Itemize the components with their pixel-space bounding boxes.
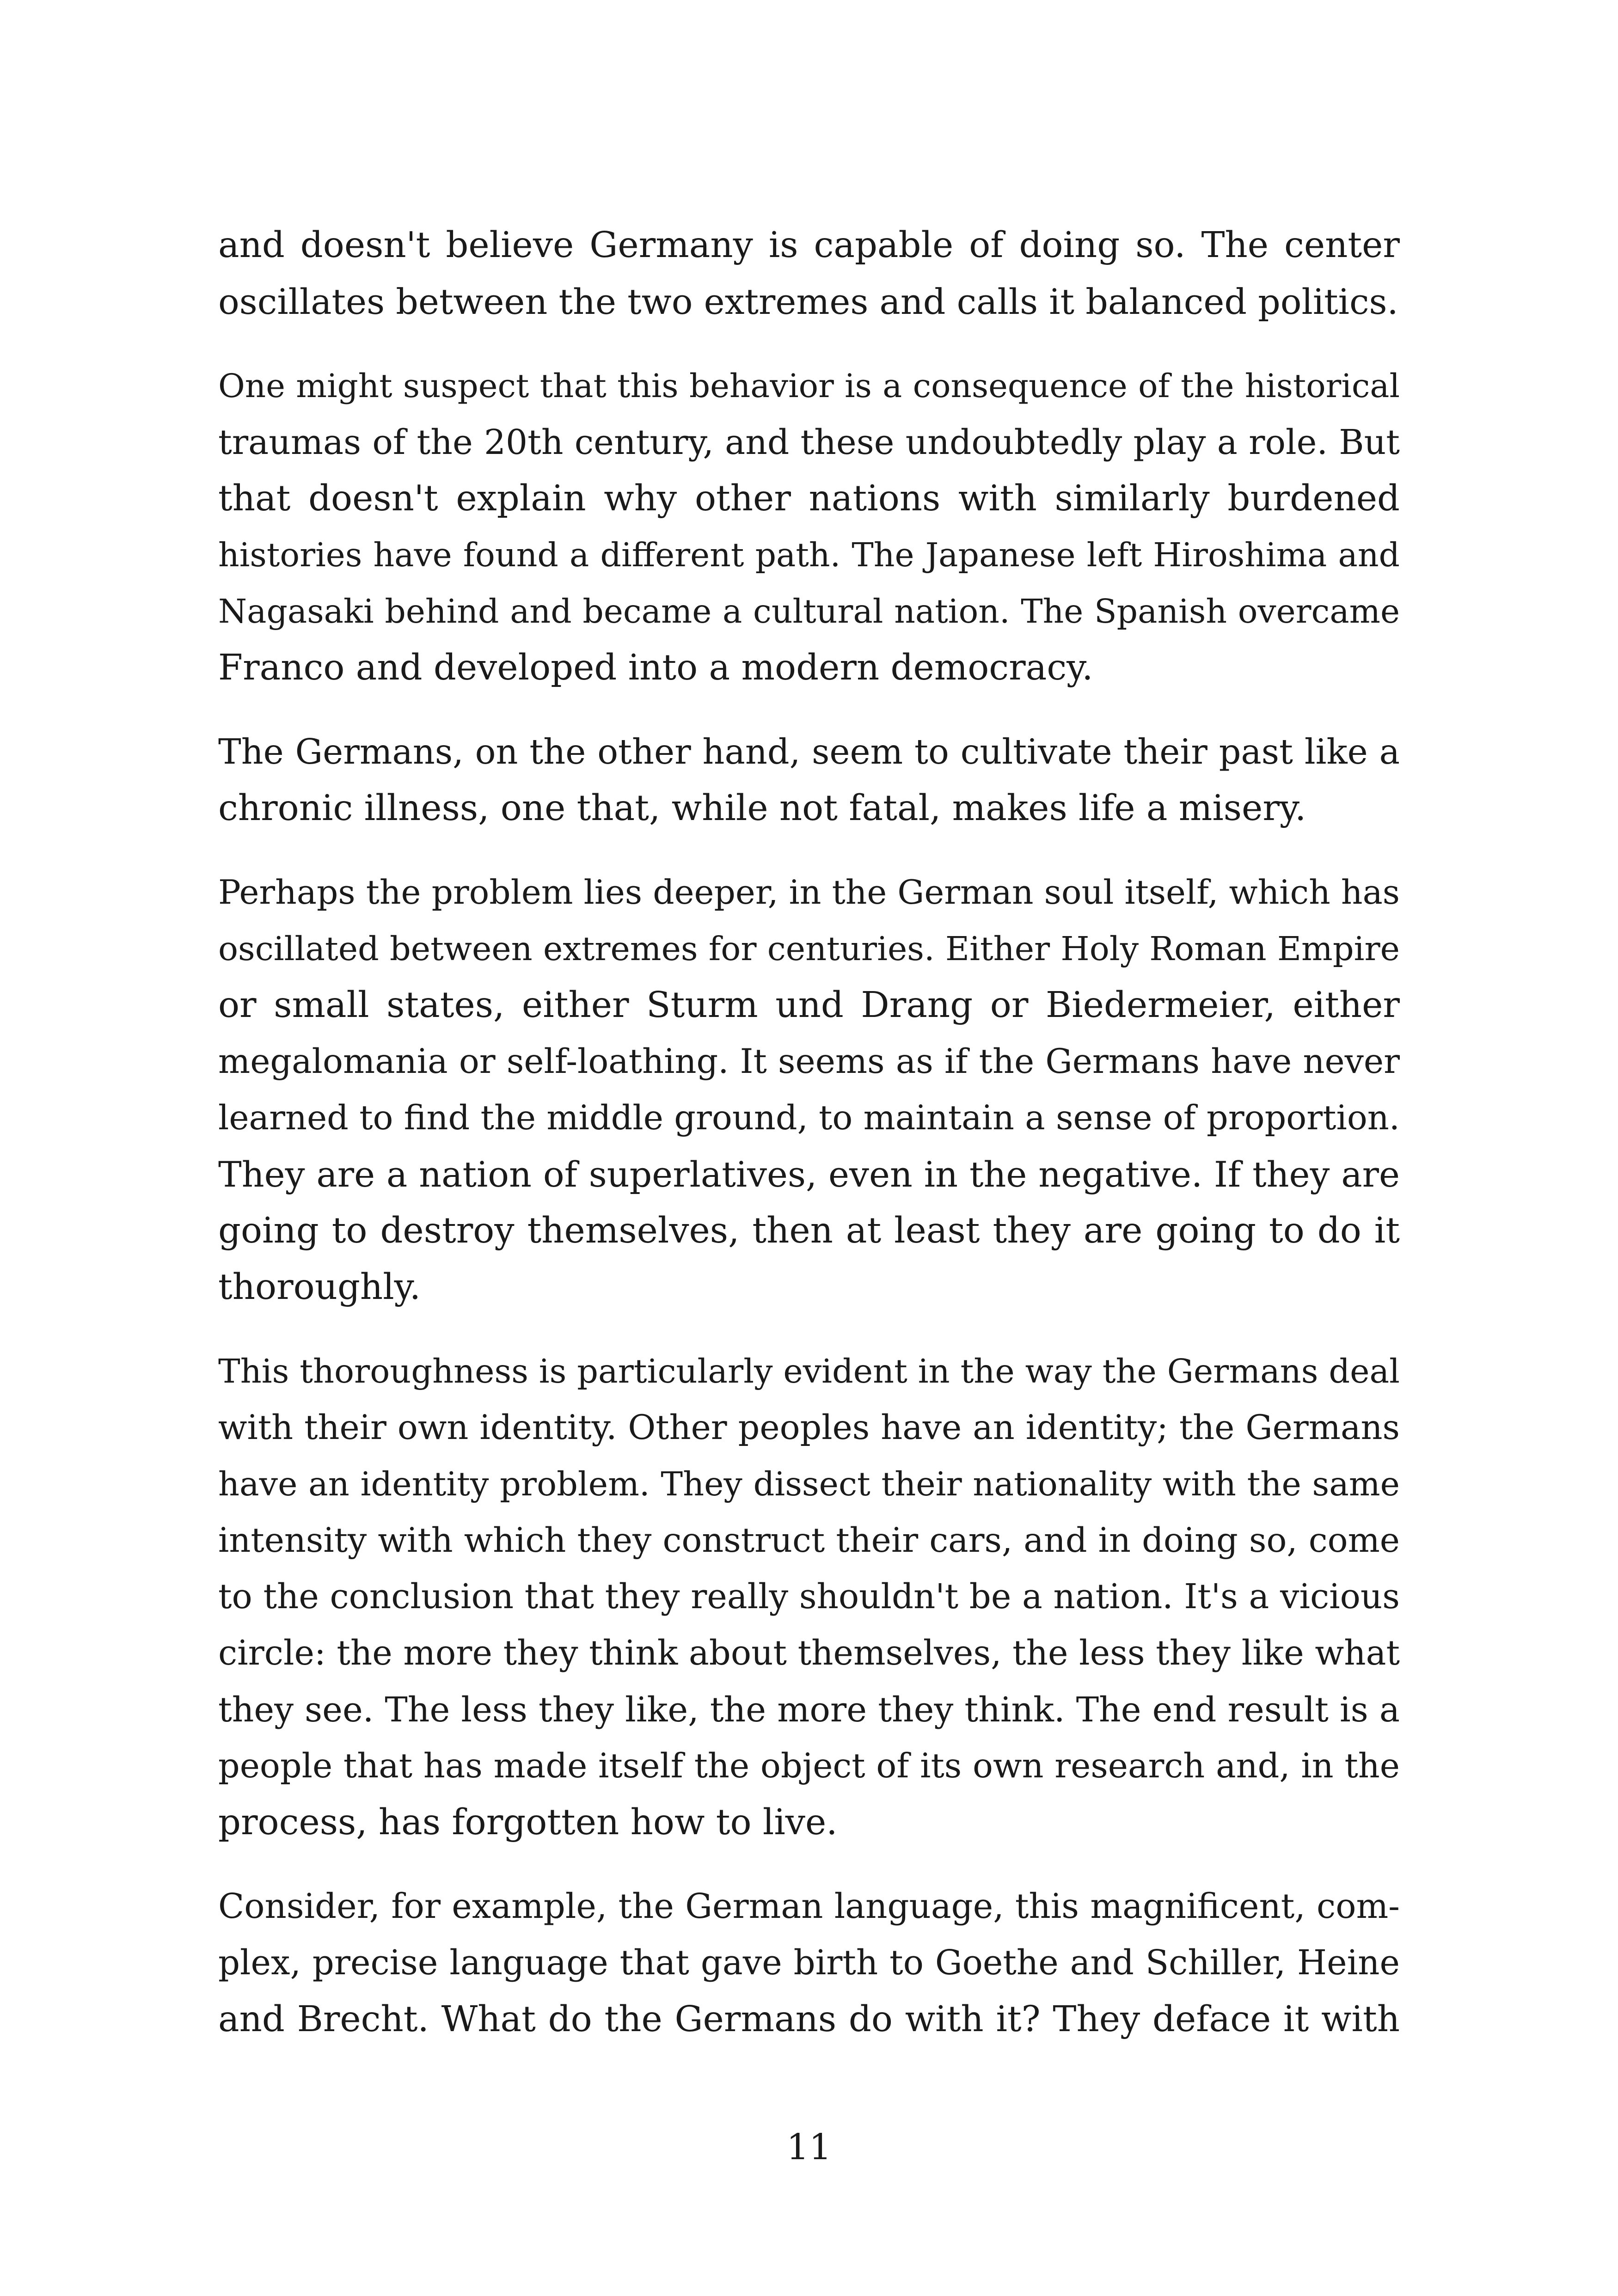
text-line: Perhaps the problem lies deeper, in the German soul itself, which has [218,873,1400,912]
text-line: or small states, either Sturm und Drang or Biedermeier, either [218,985,1400,1026]
text-line: The Germans, on the other hand, seem to cultivate their past like a [218,732,1400,772]
text-line: they see. The less they like, the more they think. The end result is a [218,1690,1400,1730]
text-line: megalomania or self-loathing. It seems as if the Germans have never [218,1042,1400,1081]
paragraph [218,864,1400,1316]
text-line: Franco and developed into a modern democracy. [218,647,1093,688]
text-line: thoroughly. [218,1267,421,1308]
text-line: One might suspect that this behavior is a consequence of the historical [218,367,1400,405]
text-line: histories have found a different path. The Japanese left Hiroshima and [218,536,1400,574]
paragraph [218,217,1400,330]
text-line: to the conclusion that they really shouldn't be a nation. It's a vicious [218,1577,1400,1616]
text-line: with their own identity. Other peoples have an identity; the Germans [218,1408,1400,1447]
page-number: 11 [786,2127,832,2168]
text-line: process, has forgotten how to live. [218,1802,838,1843]
text-line: Consider, for example, the German language, this magnificent, com- [218,1887,1400,1926]
text-line: circle: the more they think about themselves, the less they like what [218,1634,1400,1673]
text-line: intensity with which they construct their cars, and in doing so, come [218,1521,1400,1560]
text-line: that doesn't explain why other nations with similarly burdened [218,478,1400,519]
text-line: and Brecht. What do the Germans do with it? They deface it with [218,1999,1400,2040]
text-line: going to destroy themselves, then at least they are going to do it [218,1210,1400,1251]
text-line: oscillates between the two extremes and calls it balanced politics. [218,281,1398,322]
text-line: traumas of the 20th century, and these undoubtedly play a role. But [218,422,1400,462]
text-line: plex, precise language that gave birth to Goethe and Schiller, Heine [218,1943,1400,1983]
text-line: This thoroughness is particularly evident in the way the Germans deal [218,1352,1400,1390]
text-line: learned to find the middle ground, to maintain a sense of proportion. [218,1098,1400,1138]
text-line: and doesn't believe Germany is capable of doing so. The center [218,225,1400,266]
paragraph [218,358,1400,696]
paragraph [218,1879,1400,2048]
text-line: Nagasaki behind and became a cultural nation. The Spanish overcame [218,592,1400,631]
text-line: oscillated between extremes for centuries. Either Holy Roman Empire [218,930,1400,968]
paragraph [218,1343,1400,1851]
body-text [218,217,1400,2076]
paragraph [218,724,1400,837]
text-line: people that has made itself the object of its own research and, in the [218,1746,1400,1786]
text-line: chronic illness, one that, while not fatal, makes life a misery. [218,788,1306,829]
text-line: have an identity problem. They dissect their nationality with the same [218,1465,1400,1503]
text-line: They are a nation of superlatives, even in the negative. If they are [218,1154,1400,1195]
